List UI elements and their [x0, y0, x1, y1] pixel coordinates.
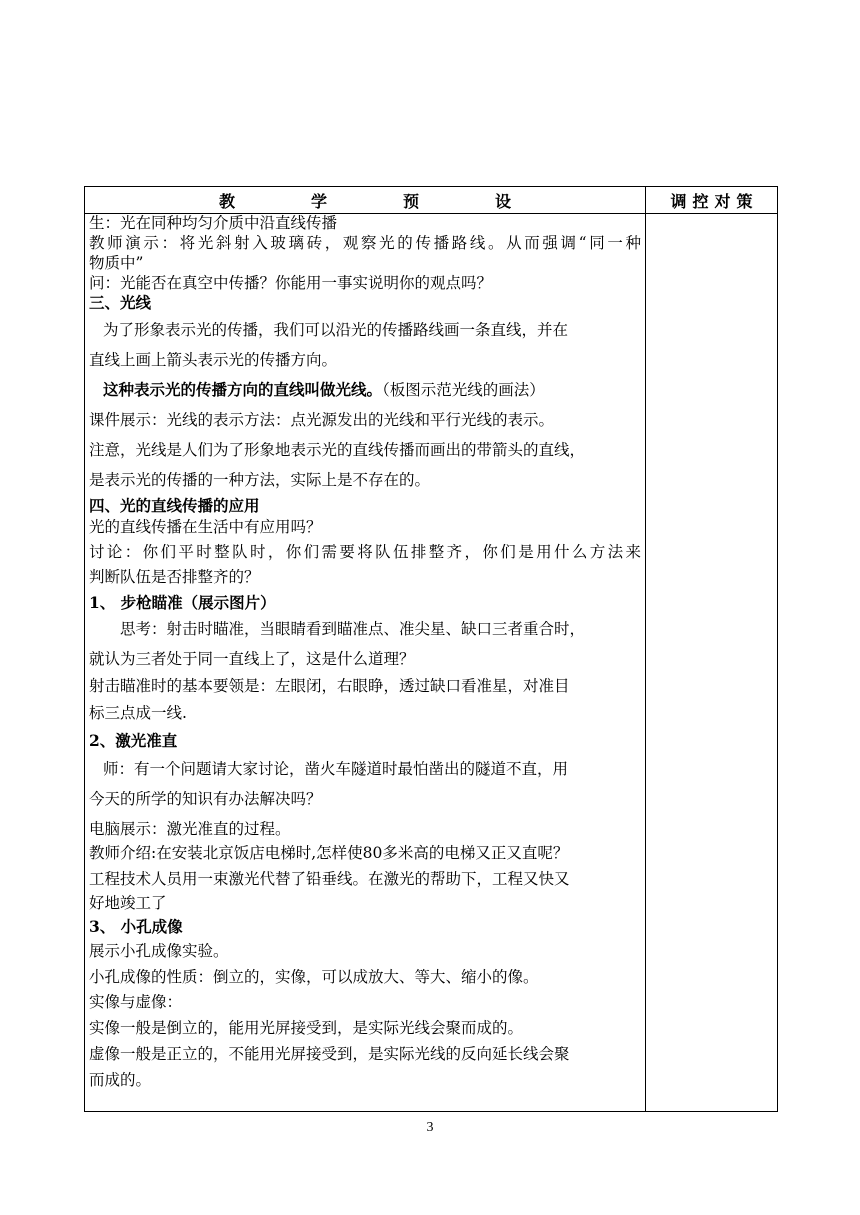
header-char: 学 [310, 191, 327, 211]
text-line: 虚像一般是正立的，不能用光屏接受到，是实际光线的反向延长线会聚 [89, 1045, 570, 1063]
header-char: 教 [218, 191, 235, 211]
section-heading: 三、光线 [89, 293, 152, 312]
text-line: 实像与虚像： [89, 993, 183, 1011]
page-number: 3 [426, 1120, 434, 1135]
text-line: 标三点成一线. [89, 704, 187, 722]
text-line: 而成的。 [89, 1071, 152, 1089]
header-teaching-design [85, 187, 645, 213]
text-line: 电脑展示：激光准直的过程。 [89, 820, 291, 838]
text-line: 课件展示：光线的表示方法：点光源发出的光线和平行光线的表示。 [89, 411, 555, 429]
text-line: 射击瞄准时的基本要领是：左眼闭，右眼睁，透过缺口看准星，对准目 [89, 677, 570, 695]
text-line: 工程技术人员用一束激光代替了铅垂线。在激光的帮助下，工程又快又 [89, 870, 570, 888]
text-line: 小孔成像的性质：倒立的，实像，可以成放大、等大、缩小的像。 [89, 968, 539, 986]
header-char: 对 [714, 191, 731, 211]
text-line: 教师介绍:在安装北京饭店电梯时,怎样使80多米高的电梯又正又直呢？ [89, 844, 569, 862]
subsection-heading: 3、 小孔成像 [89, 917, 183, 936]
text-line: 实像一般是倒立的，能用光屏接受到，是实际光线会聚而成的。 [89, 1019, 524, 1037]
text-line [103, 380, 545, 400]
text-line: 问：光能否在真空中传播？你能用一事实说明你的观点吗？ [89, 274, 493, 292]
text-line: 展示小孔成像实验。 [89, 942, 229, 960]
text-line: 今天的所学的知识有办法解决吗？ [89, 790, 322, 808]
section-heading: 四、光的直线传播的应用 [89, 496, 260, 515]
text-line: 为了形象表示光的传播，我们可以沿光的传播路线画一条直线，并在 [103, 321, 569, 339]
text-line: 师：有一个问题请大家讨论，凿火车隧道时最怕凿出的隧道不直，用 [103, 760, 569, 778]
text-line: 物质中” [89, 254, 144, 272]
table-header-row [85, 187, 777, 214]
subsection-heading: 1、 步枪瞄准（展示图片） [89, 593, 276, 612]
definition-bold: 这种表示光的传播方向的直线叫做光线。 [103, 380, 383, 399]
text-line: 思考：射击时瞄准，当眼睛看到瞄准点、准尖星、缺口三者重合时， [120, 620, 586, 638]
text-line: 就认为三者处于同一直线上了，这是什么道理？ [89, 650, 415, 668]
text-line: 光的直线传播在生活中有应用吗？ [89, 518, 322, 536]
header-control-strategy [646, 187, 777, 213]
text-line: 是表示光的传播的一种方法，实际上是不存在的。 [89, 471, 431, 489]
column-divider [645, 187, 646, 1111]
text-line: 教师演示：将光斜射入玻璃砖，观察光的传播路线。从而强调“同一种 [89, 234, 641, 252]
text-line: 判断队伍是否排整齐的？ [89, 568, 260, 586]
text-line: 好地竣工了 [89, 894, 167, 912]
header-char: 设 [495, 191, 512, 211]
header-char: 调 [670, 191, 687, 211]
header-char: 策 [736, 191, 753, 211]
text-line: 注意，光线是人们为了形象地表示光的直线传播而画出的带箭头的直线， [89, 441, 586, 459]
lesson-plan-table [84, 186, 778, 1112]
board-note: （板图示范光线的画法） [382, 381, 545, 399]
header-char: 预 [403, 191, 420, 211]
text-line: 直线上画上箭头表示光的传播方向。 [89, 351, 338, 369]
text-line: 生：光在同种均匀介质中沿直线传播 [89, 214, 338, 232]
header-char: 控 [692, 191, 709, 211]
subsection-heading: 2、激光准直 [89, 731, 178, 750]
text-line: 讨论：你们平时整队时，你们需要将队伍排整齐，你们是用什么方法来 [89, 543, 641, 561]
